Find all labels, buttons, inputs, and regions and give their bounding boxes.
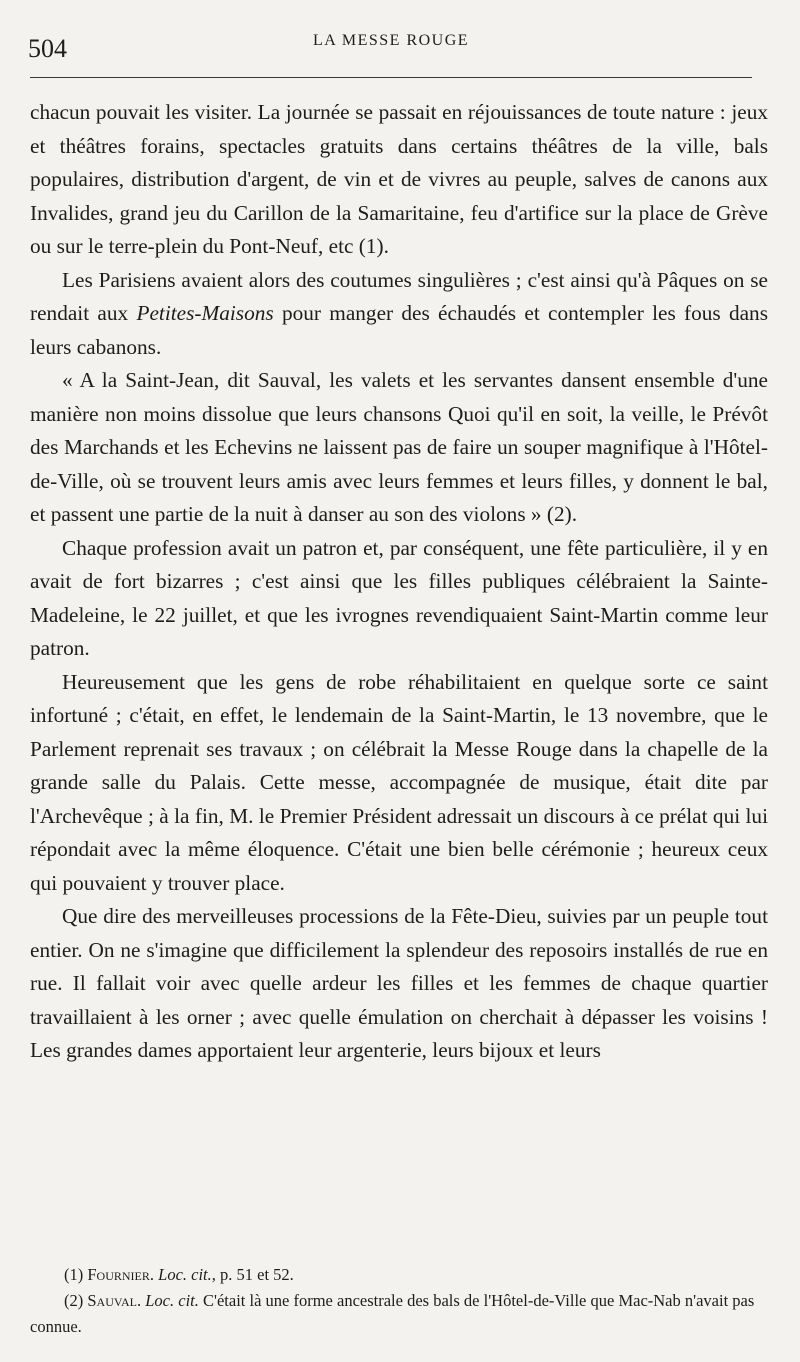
footnotes (30, 1262, 772, 1340)
header-rule (30, 77, 752, 78)
footnote-2-ref: Loc. cit. (141, 1291, 199, 1310)
paragraph-5: Heureusement que les gens de robe réhabilitaient en quelque sorte ce saint infortuné ; c'était, en effet, le lendemain de la Saint-Martin, le 13 novembre, que le Parlement reprenait ses travaux ; on célébrait la Messe Rouge dans la chapelle de la grande salle du Palais. Cette messe, accompagnée de musique, était dite par l'Archevêque ; à la fin, M. le Premier Président adressait un discours à ce prélat qui lui répondait avec la même éloquence. C'était une bien belle cérémonie ; heureux ceux qui pouvaient y trouver place. (30, 669, 768, 895)
body-text (30, 96, 768, 1068)
paragraph-4: Chaque profession avait un patron et, par conséquent, une fête particulière, il y en avait de fort bizarres ; c'est ainsi que les filles publiques célébraient la Sainte-Madeleine, le 22 juillet, et que les ivrognes revendiquaient Saint-Martin comme leur patron. (30, 535, 768, 660)
paragraph-3: « A la Saint-Jean, dit Sauval, les valets et les servantes dansent ensemble d'une manière non moins dissolue que leurs chansons Quoi qu'il en soit, la veille, le Prévôt des Marchands et les Echevins ne laissent pas de faire un souper magnifique à l'Hôtel-de-Ville, où se trouvent leurs amis avec leurs femmes et leurs filles, y donnent le bal, et passent une partie de la nuit à danser au son des violons » (2). (30, 368, 768, 526)
paragraph-2-italic: Petites-Maisons (136, 301, 274, 325)
footnote-1-rest: , p. 51 et 52. (211, 1265, 294, 1284)
running-title: LA MESSE ROUGE (312, 32, 470, 49)
footnote-1 (30, 1262, 772, 1288)
paragraph-1: chacun pouvait les visiter. La journée se passait en réjouissances de toute nature : jeux et théâtres forains, spectacles gratuits dans certains théâtres de la ville, bals populaires, distribution d'argent, de vin et de vivres au peuple, salves de canons aux Invalides, grand jeu du Carillon de la Samaritaine, feu d'artifice sur la place de Grève ou sur le terre-plein du Pont-Neuf, etc (1). (30, 100, 768, 258)
footnote-1-marker: (1) (64, 1265, 88, 1284)
paragraph-2 (30, 264, 768, 365)
page-header (28, 28, 754, 68)
paragraph-2-text-after: pour manger des échaudés et contempler les fous dans leurs cabanons. (30, 301, 768, 359)
footnote-2-marker: (2) (64, 1291, 88, 1310)
page-number: 504 (28, 34, 67, 63)
footnote-1-author: Fournier. (87, 1265, 155, 1284)
footnote-2-author: Sauval. (87, 1291, 142, 1310)
footnote-1-ref: Loc. cit. (154, 1265, 212, 1284)
footnote-2-rest: C'était là une forme ancestrale des bals de l'Hôtel-de-Ville que Mac-Nab n'avait pas connue. (30, 1291, 755, 1336)
footnote-2 (30, 1288, 772, 1340)
paragraph-6: Que dire des merveilleuses processions de la Fête-Dieu, suivies par un peuple tout entier. On ne s'imagine que difficilement la splendeur des reposoirs installés de rue en rue. Il fallait voir avec quelle ardeur les filles et les femmes de chaque quartier travaillaient à les orner ; avec quelle émulation on cherchait à dépasser les voisins ! Les grandes dames apportaient leur argenterie, leurs bijoux et leurs (30, 904, 768, 1062)
paragraph-2-text-before: Les Parisiens avaient alors des coutumes singulières ; c'est ainsi qu'à Pâques on se rendait aux (30, 267, 768, 325)
